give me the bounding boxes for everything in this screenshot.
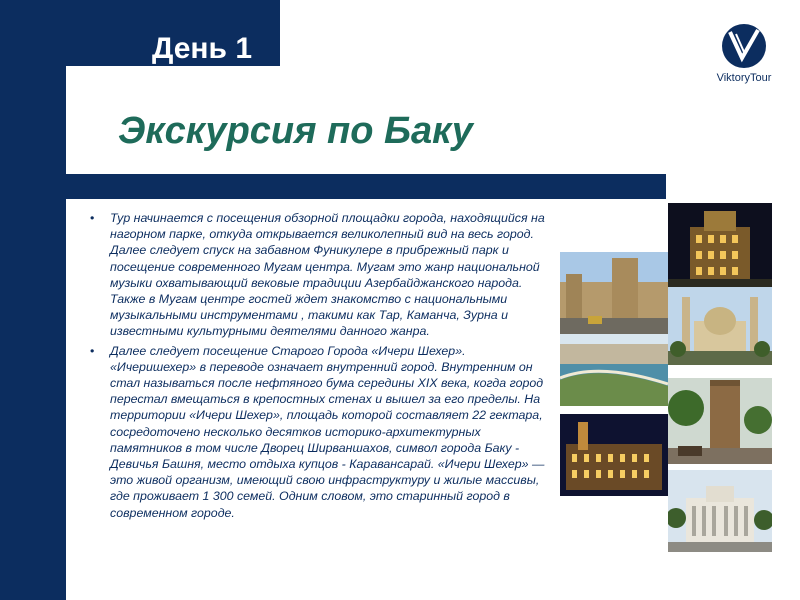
day-label: День 1: [152, 32, 253, 65]
bullet-list: [88, 210, 548, 521]
maiden-tower-photo: [668, 378, 772, 464]
victorytour-logo-icon: [706, 22, 782, 70]
night-building-photo: [668, 203, 772, 287]
mosque-photo: [668, 287, 772, 365]
company-logo: [706, 22, 782, 88]
header-rounded-corner: [66, 66, 126, 126]
fortress-wall-photo: [560, 252, 668, 334]
left-navy-bar: [0, 0, 66, 600]
night-old-city-photo: [560, 414, 668, 496]
bullet-paragraph-2: • Далее следует посещение Старого Города «Ичери Шехер». «Ичеришехер» в переводе означает внутренний город. Внутренним он стал называться после нефтяного бума середины XIX века, когда город перестал вмещаться в крепостных стенах и вышел за его пределы. На территории «Ичери Шехер», площадь которой составляет 22 гектара, сосредоточено несколько десятков историко-архитектурных памятников в том числе Дворец Ширваншахов, символ города Баку - Девичья Башня, место отдыха купцов - Каравансарай. «Ичери Шехер» — это живой организм, имеющий свою инфраструктуру и жилые массивы, где проживает 1 300 семей. Одним словом, это старинный город в современном городе.: [110, 343, 548, 521]
page-title: Экскурсия по Баку: [118, 110, 473, 152]
logo-text: ViktoryTour: [716, 72, 772, 84]
bullet-paragraph-1: • Тур начинается с посещения обзорной площадки города, находящийся на нагорном парке, откуда открывается великолепный вид на весь город. Далее следует спуск на забавном Фуникулере в прибрежный парк и посещение современного Мугам центра. Мугам это жанр национальной музыки охватывающий вековые традиции Азербайджанского народа. Также в Мугам центре гостей ждет знакомство с национальными музыкальными инструментами , такими как Тар, Каманча, Зурна и известными культурными деятелями данного жанра.: [110, 210, 548, 340]
government-house-photo: [668, 470, 772, 552]
title-underline-bar: [66, 174, 666, 199]
body-text: [88, 210, 548, 524]
seaside-panorama-photo: [560, 334, 668, 406]
